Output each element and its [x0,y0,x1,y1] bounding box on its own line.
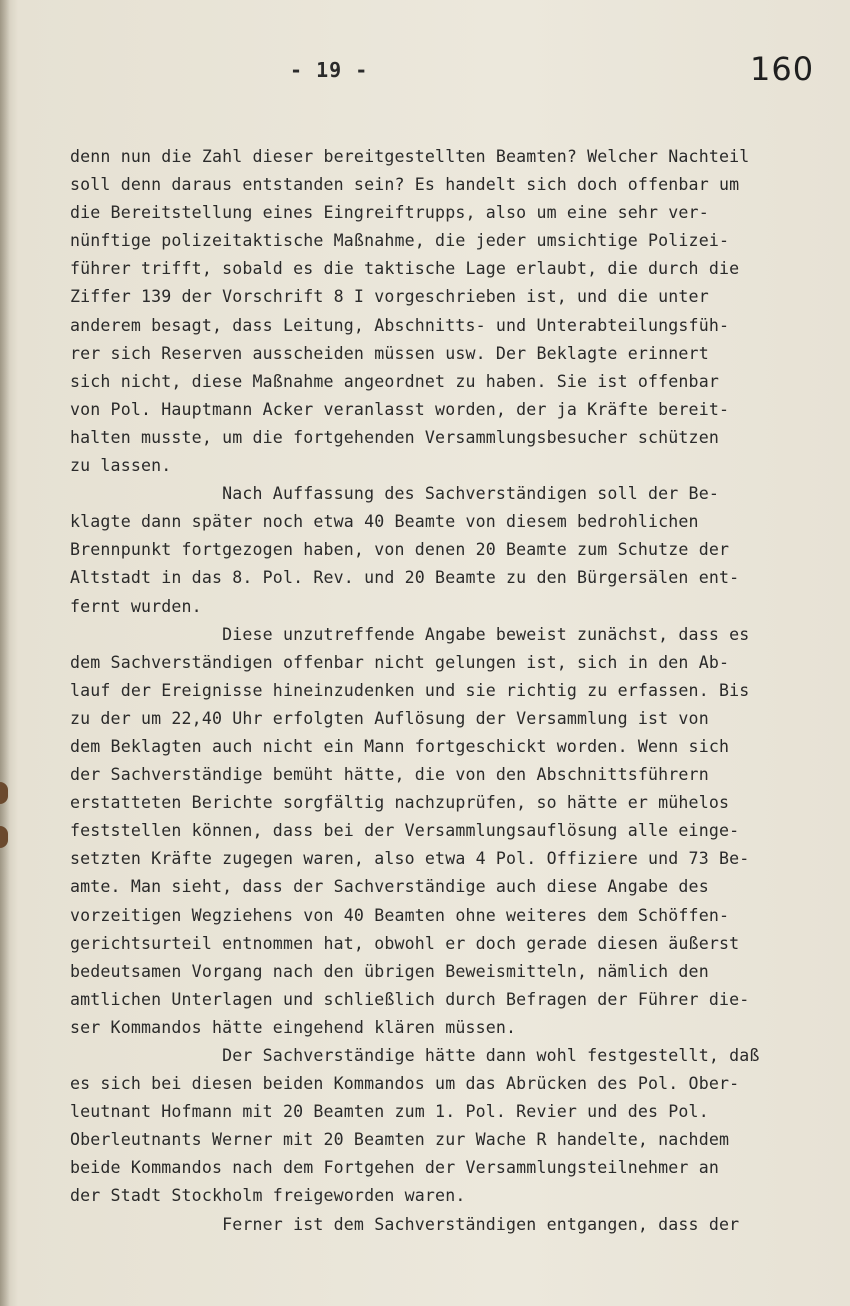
text-line: erstatteten Berichte sorgfältig nachzuprüfen, so hätte er mühelos [70,793,730,813]
text-line: ser Kommandos hätte eingehend klären müssen. [70,1017,517,1037]
text-line: Der Sachverständige hätte dann wohl festgestellt, daß [70,1046,760,1065]
text-line: führer trifft, sobald es die taktische Lage erlaubt, die durch die [70,259,740,279]
text-line: Altstadt in das 8. Pol. Rev. und 20 Beamte zu den Bürgersälen ent- [70,568,740,588]
text-line: fernt wurden. [70,596,202,616]
text-line: nünftige polizeitaktische Maßnahme, die jeder umsichtige Polizei- [70,231,730,251]
text-line: beide Kommandos nach dem Fortgehen der Versammlungsteilnehmer an [70,1158,719,1178]
text-line: es sich bei diesen beiden Kommandos um das Abrücken des Pol. Ober- [70,1074,740,1094]
text-line: halten musste, um die fortgehenden Versammlungsbesucher schützen [70,427,719,447]
text-line: dem Sachverständigen offenbar nicht gelungen ist, sich in den Ab- [70,652,730,672]
text-line: klagte dann später noch etwa 40 Beamte von diesem bedrohlichen [70,512,699,532]
text-line: die Bereitstellung eines Eingreiftrupps, also um eine sehr ver- [70,203,709,223]
text-line: der Stadt Stockholm freigeworden waren. [70,1186,466,1206]
text-line: anderem besagt, dass Leitung, Abschnitts- und Unterabteilungsfüh- [70,315,730,335]
typed-body-text [70,143,850,1239]
text-line: feststellen können, dass bei der Versammlungsauflösung alle einge- [70,821,740,841]
text-line: Ferner ist dem Sachverständigen entgangen, dass der [70,1214,740,1234]
text-line: denn nun die Zahl dieser bereitgestellten Beamten? Welcher Nachteil [70,147,750,166]
text-line: amtlichen Unterlagen und schließlich durch Befragen der Führer die- [70,989,750,1009]
text-line: soll denn daraus entstanden sein? Es handelt sich doch offenbar um [70,175,740,195]
text-line: Nach Auffassung des Sachverständigen soll der Be- [70,484,719,504]
text-line: rer sich Reserven ausscheiden müssen usw. Der Beklagte erinnert [70,343,709,363]
text-line: bedeutsamen Vorgang nach den übrigen Beweismitteln, nämlich den [70,961,709,981]
text-line: Oberleutnants Werner mit 20 Beamten zur Wache R handelte, nachdem [70,1130,730,1150]
text-line: leutnant Hofmann mit 20 Beamten zum 1. Pol. Revier und des Pol. [70,1102,709,1122]
text-line: von Pol. Hauptmann Acker veranlasst worden, der ja Kräfte bereit- [70,399,730,419]
text-line: amte. Man sieht, dass der Sachverständige auch diese Angabe des [70,877,709,897]
text-line: zu der um 22,40 Uhr erfolgten Auflösung der Versammlung ist von [70,708,709,728]
text-line: setzten Kräfte zugegen waren, also etwa 4 Pol. Offiziere und 73 Be- [70,849,750,869]
text-line: sich nicht, diese Maßnahme angeordnet zu haben. Sie ist offenbar [70,371,719,391]
text-line: dem Beklagten auch nicht ein Mann fortgeschickt worden. Wenn sich [70,736,730,756]
text-line: vorzeitigen Wegziehens von 40 Beamten ohne weiteres dem Schöffen- [70,905,730,925]
page-number: - 19 - [290,58,369,82]
binding-edge-shadow [0,0,10,1306]
text-line: Diese unzutreffende Angabe beweist zunächst, dass es [70,624,750,644]
archive-number: 160 [750,50,815,88]
text-line: gerichtsurteil entnommen hat, obwohl er doch gerade diesen äußerst [70,933,740,953]
text-line: der Sachverständige bemüht hätte, die von den Abschnittsführern [70,765,709,785]
text-line: Brennpunkt fortgezogen haben, von denen 20 Beamte zum Schutze der [70,540,730,560]
text-line: lauf der Ereignisse hineinzudenken und sie richtig zu erfassen. Bis [70,680,750,700]
text-line: zu lassen. [70,456,172,476]
text-line: Ziffer 139 der Vorschrift 8 I vorgeschrieben ist, und die unter [70,287,709,307]
